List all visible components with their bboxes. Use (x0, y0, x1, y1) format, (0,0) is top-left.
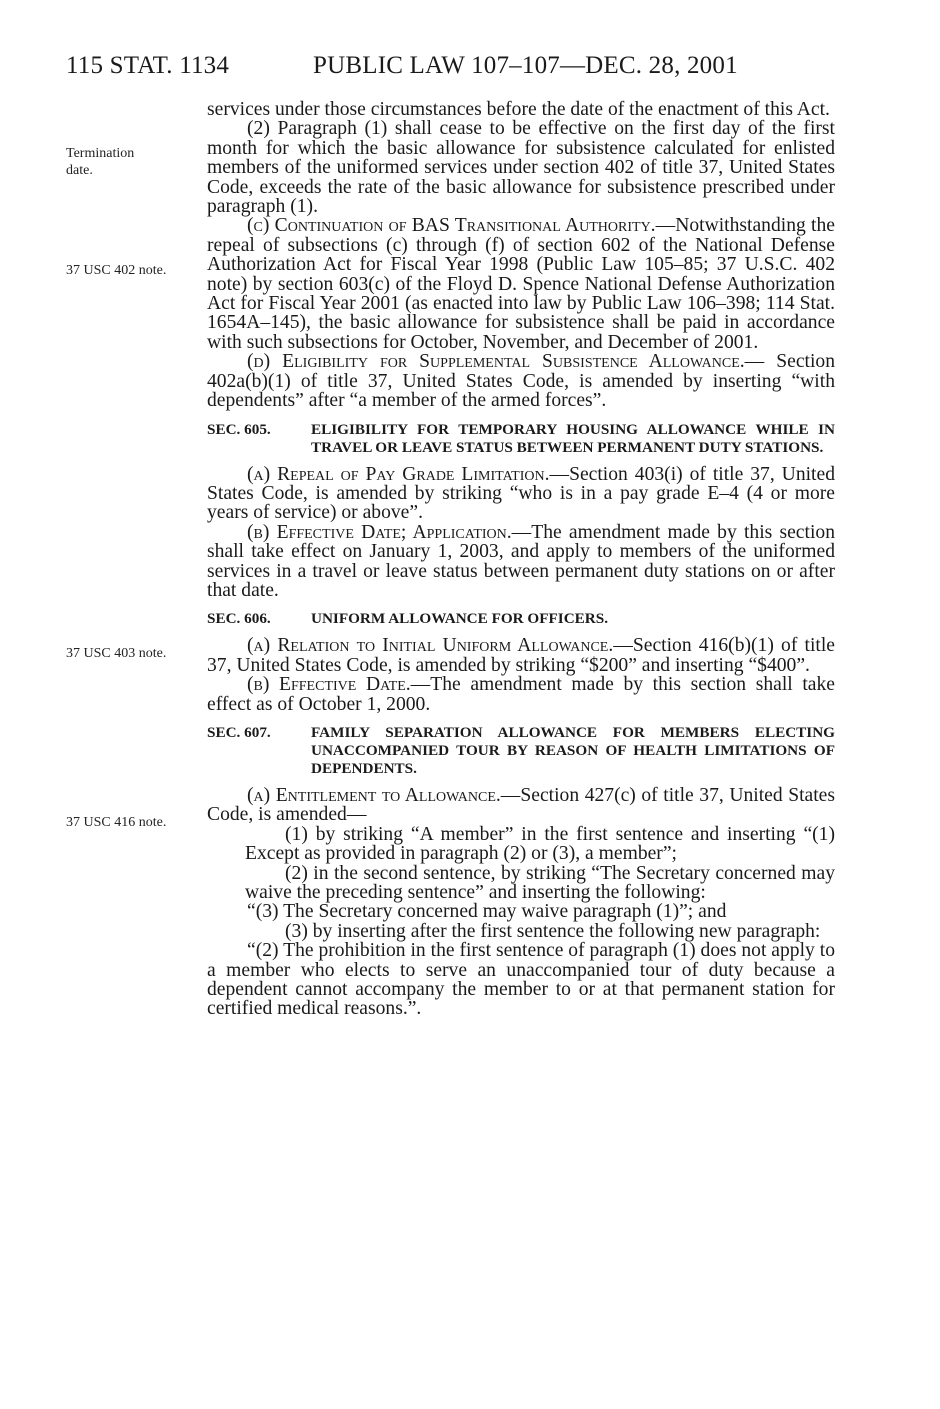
subsection-text: —The amendment made by this section shall take effect on January 1, 2003, and apply to members of the uniformed services in a travel or leave status between permanent duty stations on or after that date. (207, 521, 835, 601)
paragraph: “(3) The Secretary concerned may waive paragraph (1)”; and (247, 901, 727, 923)
margin-note-termination (66, 145, 196, 179)
margin-note-line: date. (66, 163, 93, 178)
paragraph (207, 352, 835, 410)
body-text (207, 100, 835, 1019)
subsection-heading: (a) Repeal of Pay Grade Limitation. (247, 463, 550, 485)
paragraph (207, 216, 835, 352)
paragraph (207, 465, 835, 523)
subsection-heading: (a) Entitlement to Allowance. (247, 784, 501, 806)
section-title: UNIFORM ALLOWANCE FOR OFFICERS. (311, 610, 609, 628)
subsection-text: —Section 416(b)(1) of title 37, United States Code, is amended by striking “$200” and inserting “$400”. (207, 635, 835, 676)
subsection-text: — Section 402a(b)(1) of title 37, United States Code, is amended by inserting “with dependents” after “a member of the armed forces”. (207, 351, 836, 412)
paragraph: “(2) The prohibition in the first sentence of paragraph (1) does not apply to a member who elects to serve an unaccompanied tour of duty because a dependent cannot accompany the member to or at that permanent station for certified medical reasons.”. (207, 940, 835, 1020)
statute-page-number: 115 STAT. 1134 (66, 52, 230, 79)
section-heading-607 (207, 724, 835, 778)
subsection-heading: (d) Eligibility for Supplemental Subsistence Allowance. (247, 351, 745, 373)
section-heading-606 (207, 610, 835, 628)
margin-note-37usc402: 37 USC 402 note. (66, 263, 167, 278)
paragraph (207, 636, 835, 675)
paragraph: (2) in the second sentence, by striking “The Secretary concerned may waive the preceding sentence” and inserting the following: (245, 862, 835, 903)
section-heading-605 (207, 421, 835, 457)
paragraph: services under those circumstances before the date of the enactment of this Act. (207, 99, 830, 120)
subsection-text: —The amendment made by this section shall take effect as of October 1, 2000. (207, 674, 836, 715)
section-number: SEC. 606. (207, 610, 271, 628)
paragraph (207, 675, 835, 714)
section-title: FAMILY SEPARATION ALLOWANCE FOR MEMBERS ELECTING UNACCOMPANIED TOUR BY REASON OF HEALTH LIMITATIONS OF DEPENDENTS. (311, 723, 835, 777)
subsection-heading: (b) Effective Date; Application. (247, 521, 512, 543)
paragraph: (2) Paragraph (1) shall cease to be effective on the first day of the first month for which the basic allowance for subsistence calculated for enlisted members of the uniformed services under section 402 of title 37, United States Code, exceeds the rate of the basic allowance for subsistence prescribed under paragraph (1). (207, 118, 835, 218)
subsection-text: —Section 403(i) of title 37, United States Code, is amended by striking “who is in a pay grade E–4 (4 or more years of service) or above”. (207, 463, 835, 524)
section-number: SEC. 607. (207, 723, 271, 741)
margin-note-37usc416: 37 USC 416 note. (66, 815, 167, 830)
subsection-heading: (b) Effective Date. (247, 674, 411, 696)
paragraph: (3) by inserting after the first sentence the following new paragraph: (285, 920, 821, 942)
section-number: SEC. 605. (207, 420, 271, 438)
section-title: ELIGIBILITY FOR TEMPORARY HOUSING ALLOWANCE WHILE IN TRAVEL OR LEAVE STATUS BETWEEN PERMANENT DUTY STATIONS. (311, 420, 835, 456)
running-title: PUBLIC LAW 107–107—DEC. 28, 2001 (313, 52, 738, 79)
margin-note-line: Termination (66, 146, 135, 161)
margin-note-37usc403: 37 USC 403 note. (66, 646, 167, 661)
paragraph (207, 786, 835, 825)
subsection-heading: (c) Continuation of BAS Transitional Authority. (247, 215, 656, 237)
paragraph: (1) by striking “A member” in the first sentence and inserting “(1) Except as provided in paragraph (2) or (3), a member”; (245, 823, 835, 865)
subsection-text: —Section 427(c) of title 37, United States Code, is amended— (207, 784, 835, 826)
paragraph (207, 523, 835, 601)
subsection-heading: (a) Relation to Initial Uniform Allowance. (247, 635, 614, 657)
subsection-text: —Notwithstanding the repeal of subsections (c) through (f) of section 602 of the National Defense Authorization Act for Fiscal Year 1998 (Public Law 105–85; 37 U.S.C. 402 note) by section 603(c) of the Floyd D. Spence National Defense Authorization Act for Fiscal Year 2001 (as enacted into law by Public Law 106–398; 114 Stat. 1654A–145), the basic allowance for subsistence shall be paid in accordance with such subsections for October, November, and December of 2001. (207, 215, 835, 353)
